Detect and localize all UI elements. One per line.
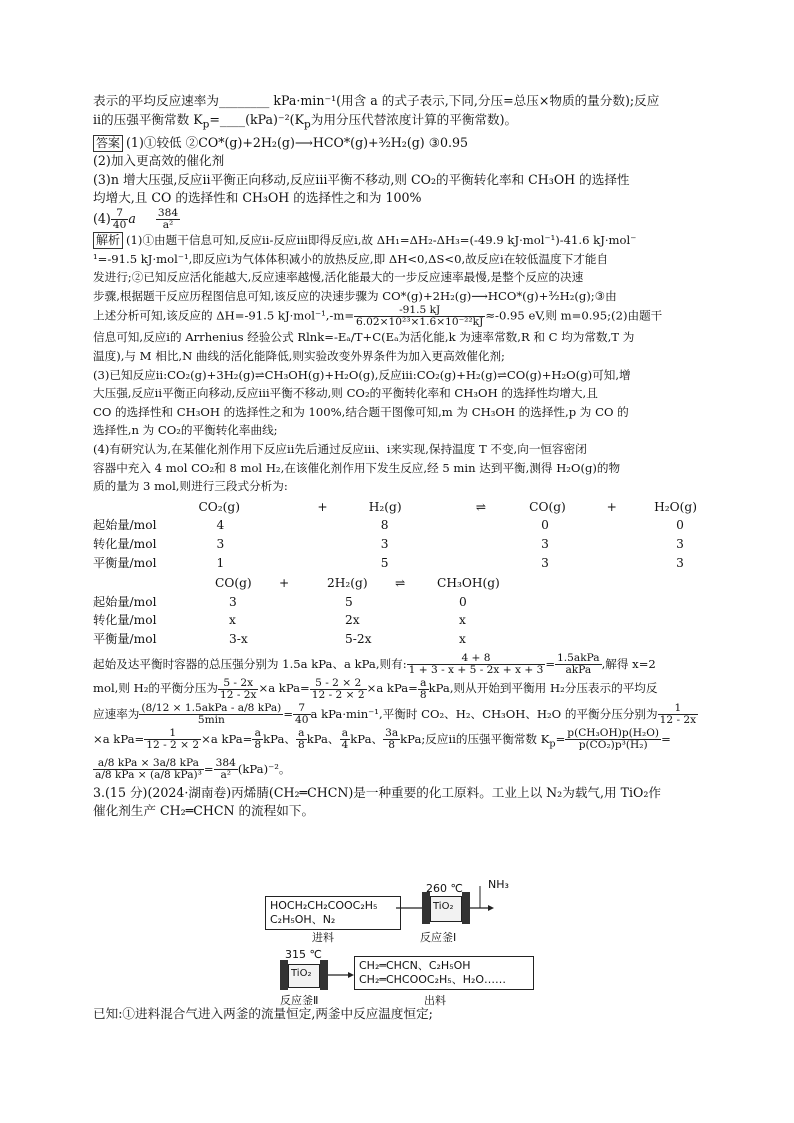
table-header: CO₂(g) + H₂(g) ⇌ CO(g) + H₂O(g) [198,499,697,514]
question-3-line: 催化剂生产 CH₂═CHCN 的流程如下。 [93,803,315,819]
temp-2: 315 ℃ [285,948,322,961]
known-conditions: 已知:①进料混合气进入两釜的流量恒定,两釜中反应温度恒定; [93,1006,433,1021]
analysis-line: 信息可知,反应ⅰ的 Arrhenius 经验公式 Rlnk=-Eₐ/T+C(Eₐ为活化能,k 为速率常数,R 和 C 均为常数,T 为 [93,330,635,345]
answer-line: (3)n 增大压强,反应ⅱ平衡正向移动,反应ⅲ平衡不移动,则 CO₂的平衡转化率和 CH₃OH 的选择性 [93,171,630,187]
table-row: 平衡量/mol 1 5 3 3 [93,555,684,570]
text-line: 表示的平均反应速率为________ kPa·min⁻¹(用含 a 的式子表示,下同,分压=总压×物质的量分数);反应 [93,93,660,108]
answer-line: (4) $\frac{7}{40}$ a $\frac{384}{\text{a²}}$ [93,207,179,232]
table-row: 转化量/mol x 2x x [93,613,466,628]
reactor-1-label: 反应釜Ⅰ [420,931,457,944]
analysis-line: 步骤,根据题干反应历程图信息可知,该反应的决速步骤为 CO*(g)+2H₂(g)⟶HCO*(g)+³⁄₂H₂(g);③由 [93,288,617,303]
analysis-line: 质的量为 3 mol,则进行三段式分析为: [93,479,288,494]
answer-line: (2)加入更高效的催化剂 [93,153,225,169]
analysis-line: (3)已知反应ⅱ:CO₂(g)+3H₂(g)⇌CH₃OH(g)+H₂O(g),反应ⅲ:CO₂(g)+H₂(g)⇌CO(g)+H₂O(g)可知,增 [93,367,631,382]
analysis-line: CO 的选择性和 CH₃OH 的选择性之和为 100%,结合题干图像可知,m 为 CH₃OH 的选择性,p 为 CO 的 [93,404,629,419]
answer-line: 答案 (1)①较低 ②CO*(g)+2H₂(g)⟶HCO*(g)+³⁄₂H₂(g) ③0.95 [93,134,705,153]
three-stage-table-2 [93,574,508,648]
analysis-label: 解析 [93,232,123,249]
analysis-line: 解析 (1)①由题干信息可知,反应ⅱ-反应ⅲ即得反应ⅰ,故 ΔH₁=ΔH₂-ΔH₃=(-49.9 kJ·mol⁻¹)-41.6 kJ·mol⁻ [93,231,705,250]
table-header: CO(g) + 2H₂(g) ⇌ CH₃OH(g) [215,576,500,591]
product-box: CH₂═CHCN、C₂H₅OH CH₂═CHCOOC₂H₅、H₂O…… [354,956,534,990]
calc-line: mol,则 H₂的平衡分压为 $\frac{5 - 2x}{12 - 2x}$ ×a kPa= $\frac{5 - 2 \times 2}{12 - 2 \times 2}$ ×a kPa= $\frac{a}{8}$ kPa,则从开始到平衡用 H₂分压表示的平均反 [93,676,658,701]
table-row: 起始量/mol 4 8 0 0 [93,518,684,533]
catalyst-2: TiO₂ [291,968,312,979]
analysis-line: 容器中充入 4 mol CO₂和 8 mol H₂,在该催化剂作用下发生反应,经 5 min 达到平衡,测得 H₂O(g)的物 [93,460,621,475]
analysis-line: 选择性,n 为 CO₂的平衡转化率曲线; [93,423,278,438]
table-row: 转化量/mol 3 3 3 3 [93,536,684,551]
calc-line: 起始及达平衡时容器的总压强分别为 1.5a kPa、a kPa,则有: $\frac{4 + 8}{1 + 3 - x + 5 - 2x + x + 3}$ = $\frac{\text{1.5akPa}}{\text{akPa}}$ ,解得 x=2 [93,652,656,677]
answer-label: 答案 [93,135,123,152]
table-row: 起始量/mol 3 5 0 [93,594,467,609]
feed-box: HOCH₂CH₂COOC₂H₅ C₂H₅OH、N₂ [265,896,401,930]
temp-1: 260 ℃ [426,882,463,895]
nh3-label: NH₃ [488,878,509,891]
analysis-line: (4)有研究认为,在某催化剂作用下反应ⅱ先后通过反应ⅲ、ⅰ来实现,保持温度 T 不变,向一恒容密闭 [93,442,587,457]
table-row: 平衡量/mol 3-x 5-2x x [93,631,466,646]
calc-line: $\frac{\text{a/8 kPa × 3a/8 kPa}}{\text{a/8 kPa × (a/8 kPa)³}}$ = $\frac{384}{\text{a²}}$ (kPa)⁻²。 [95,757,291,782]
analysis-line: 发进行;②已知反应活化能越大,反应速率越慢,活化能最大的一步反应速率最慢,是整个反应的决速 [93,270,584,285]
reactor-2-label: 反应釜Ⅱ [280,994,319,1007]
calc-line: ×a kPa= $\frac{1}{12 - 2 \times 2}$ ×a kPa= $\frac{a}{8}$ kPa、 $\frac{a}{8}$ kPa、 $\frac{a}{4}$ kPa、 $\frac{3a}{8}$ kPa;反应ⅱ的压强平衡常数 $K_p=$ $\frac{\text{p(CH₃OH)p(H₂O)}}{\text{p(CO₂)p³(H₂)}}$ = [93,727,671,752]
analysis-line: ¹=-91.5 kJ·mol⁻¹,即反应ⅰ为气体体积减小的放热反应,即 ΔH<0,ΔS<0,故反应ⅰ在较低温度下才能自 [93,251,609,266]
analysis-line: 温度),与 M 相比,N 曲线的活化能降低,则实验改变外界条件为加入更高效催化剂; [93,349,505,364]
calc-line: 应速率为 $\frac{\text{(8/12 × 1.5akPa - a/8 kPa)}}{5\min}$ = $\frac{7}{40}$ a kPa·min⁻¹,平衡时 CO₂、H₂、CH₃OH、H₂O 的平衡分压分别为 $\frac{1}{12 - 2x}$ [93,702,697,727]
process-flow-diagram [260,878,560,1007]
analysis-line: 大压强,反应ⅱ平衡正向移动,反应ⅲ平衡不移动,则 CO₂的平衡转化率和 CH₃OH 的选择性均增大,且 [93,386,598,401]
analysis-line: 上述分析可知,该反应的 ΔH=-91.5 kJ·mol⁻¹,-m= $\frac{-91.5 kJ}{\text{6.02×10²³×1.6×10⁻²²kJ}}$ ≈-0.95 eV,则 m=0.95;(2)由题干 [93,304,663,329]
question-3-line: 3.(15 分)(2024·湖南卷)丙烯腈(CH₂═CHCN)是一种重要的化工原料。工业上以 N₂为载气,用 TiO₂作 [93,784,662,800]
feed-label: 进料 [312,931,334,944]
text-line: ⅱ的压强平衡常数 $K_p=\_\_\_\_(kPa)^{-2}(K_p$为用分压代替浓度计算的平衡常数)。 [93,111,518,131]
product-label: 出料 [424,994,446,1007]
document-body [93,92,705,821]
three-stage-table-1 [93,498,705,572]
answer-line: 均增大,且 CO 的选择性和 CH₃OH 的选择性之和为 100% [93,190,422,206]
catalyst-1: TiO₂ [433,901,454,912]
